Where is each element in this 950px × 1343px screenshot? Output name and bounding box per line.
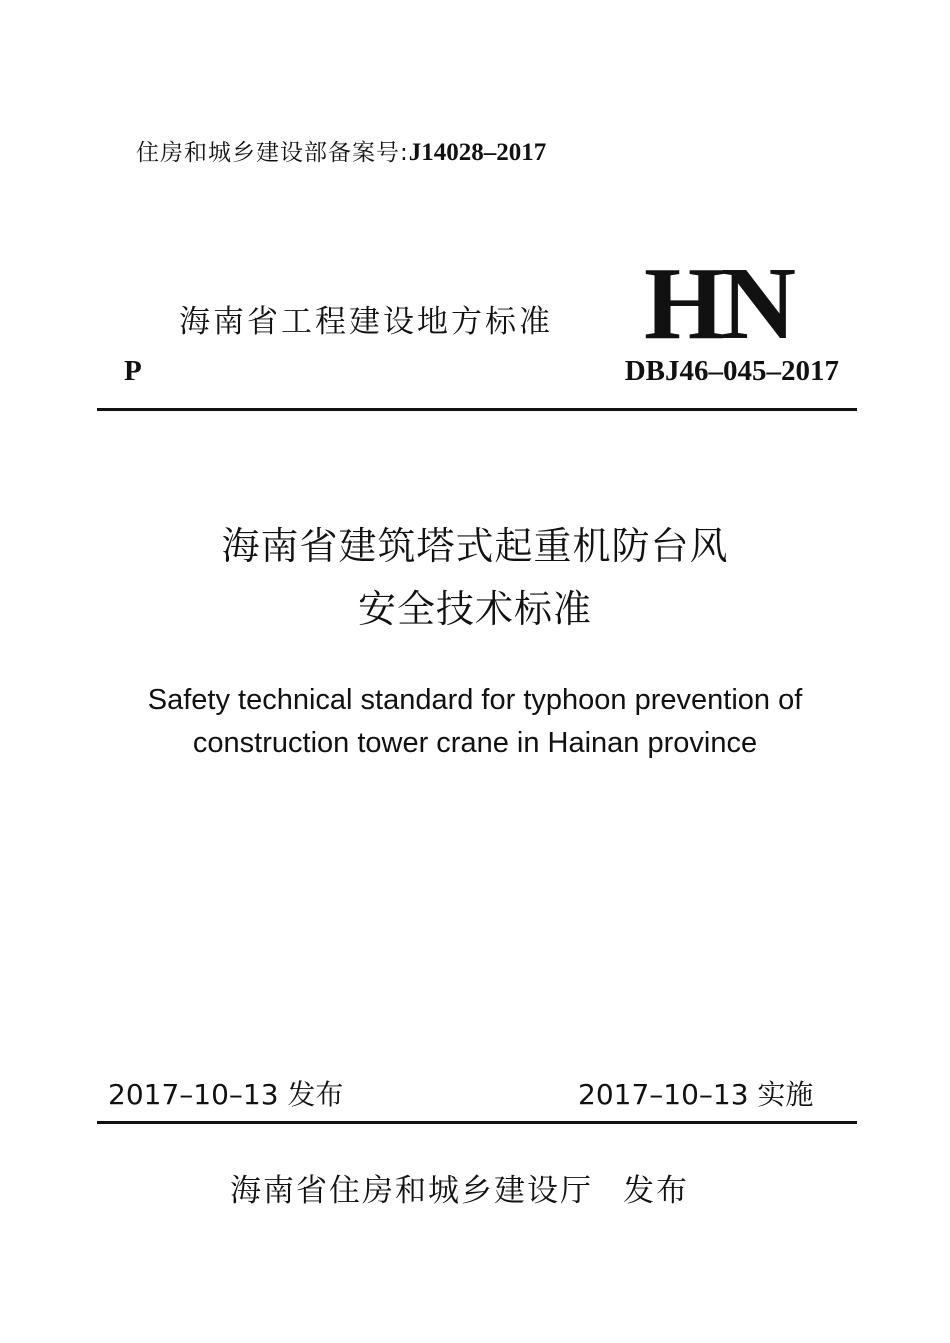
publisher-action: 发布 <box>623 1173 689 1209</box>
record-number-line <box>136 134 546 167</box>
issue-date: 2017–10–13 发布 <box>108 1078 344 1111</box>
hn-logo: HN <box>644 246 792 361</box>
category-letter: P <box>124 355 142 387</box>
title-en-line2: construction tower crane in Hainan province <box>192 727 758 759</box>
top-divider <box>97 408 857 411</box>
implement-date: 2017–10–13 实施 <box>578 1078 814 1111</box>
publisher-name: 海南省住房和城乡建设厅 <box>230 1173 593 1209</box>
title-cn-line1: 海南省建筑塔式起重机防台风 <box>221 524 729 568</box>
title-en-line1: Safety technical standard for typhoon prevention of <box>147 684 803 716</box>
record-label: 住房和城乡建设部备案号: <box>136 140 409 166</box>
title-cn-line2: 安全技术标准 <box>357 587 592 631</box>
bottom-divider <box>97 1121 857 1124</box>
publisher-line <box>230 1165 689 1210</box>
standard-code: DBJ46–045–2017 <box>624 355 839 387</box>
record-number: J14028–2017 <box>408 139 547 166</box>
local-standard-heading: 海南省工程建设地方标准 <box>179 304 553 340</box>
